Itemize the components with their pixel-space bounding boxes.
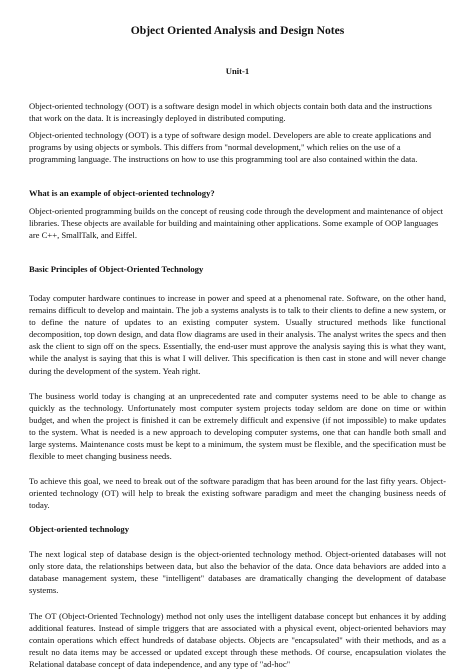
paragraph-basic-1: Today computer hardware continues to increase in power and speed at a phenomenal rate. Software, on the other hand, remains difficult to develop and maintain. The job a systems analysts is to talk to their clients to define a new system, or to define the nature of updates to an existing computer system. Usually structured methods like functional decomposition, top down design, and data flow diagrams are used in their analysis. The analyst writes the specs and then ask the client to sign off on the specs. Essentially, the end-user must approve the analysis saying this is what they want, while the analyst is saying that this is what I will deliver. This specification is then cast in stone and will never change during the development of the system. Yeah right. [29,292,446,376]
heading-example: What is an example of object-oriented technology? [29,188,215,199]
paragraph-basic-2: The business world today is changing at an unprecedented rate and computer systems need to be able to change as quickly as the technology. Unfortunately most computer system projects today seldom are done on time or within budget, and when the project is finished it can be extremely difficult and expensive (if not impossible) to make updates to the system. What is needed is a new approach to developing computer systems, one that can handle both small and large systems. Maintenance costs must be kept to a minimum, the system must be flexible, and the specification must be flexible to meet changing business needs. [29,390,446,462]
paragraph-example: Object-oriented programming builds on the concept of reusing code through the development and maintenance of object libraries. These objects are available for building and maintaining other applications. Some example of OOP languages are C++, SmallTalk, and Eiffel. [29,205,444,240]
paragraph-oot-1: The next logical step of database design is the object-oriented technology method. Object-oriented databases will not only store data, the relationships between data, but also the behavior of the data. Once data behaviors are added into a database management system, these "intelligent" databases are dramatically changing the development of database systems. [29,548,446,595]
heading-object-oriented-technology: Object-oriented technology [29,524,129,535]
paragraph-oot-2: The OT (Object-Oriented Technology) method not only uses the intelligent database concept but enhances it by adding additional features. Instead of simple triggers that are associated with a physical event, object-oriented behaviors may contain operations which effect hundreds of database objects. Objects are "encapsulated" with their methods, and as a result no data items may be accessed or updated except through these methods. Of course, encapsulation violates the Relational database concept of data independence, and any type of "ad-hoc" [29,610,446,670]
document-title: Object Oriented Analysis and Design Notes [130,24,345,37]
heading-basic-principles: Basic Principles of Object-Oriented Technology [29,263,204,274]
paragraph-intro-2: Object-oriented technology (OOT) is a type of software design model. Developers are able to create applications and programs by using objects or symbols. This differs from "normal development," which relies on the use of a programming language. The instructions on how to use this programming tool are also contained within the data. [29,130,432,165]
paragraph-intro-1: Object-oriented technology (OOT) is a software design model in which objects contain both data and the instructions that work on the data. It is increasingly deployed in distributed computing. [29,101,432,124]
unit-label: Unit-1 [225,66,250,76]
paragraph-basic-3: To achieve this goal, we need to break out of the software paradigm that has been around for the last fifty years. Object-oriented technology (OT) will help to break the existing software paradigm and meet the changing business needs of today. [29,476,446,511]
